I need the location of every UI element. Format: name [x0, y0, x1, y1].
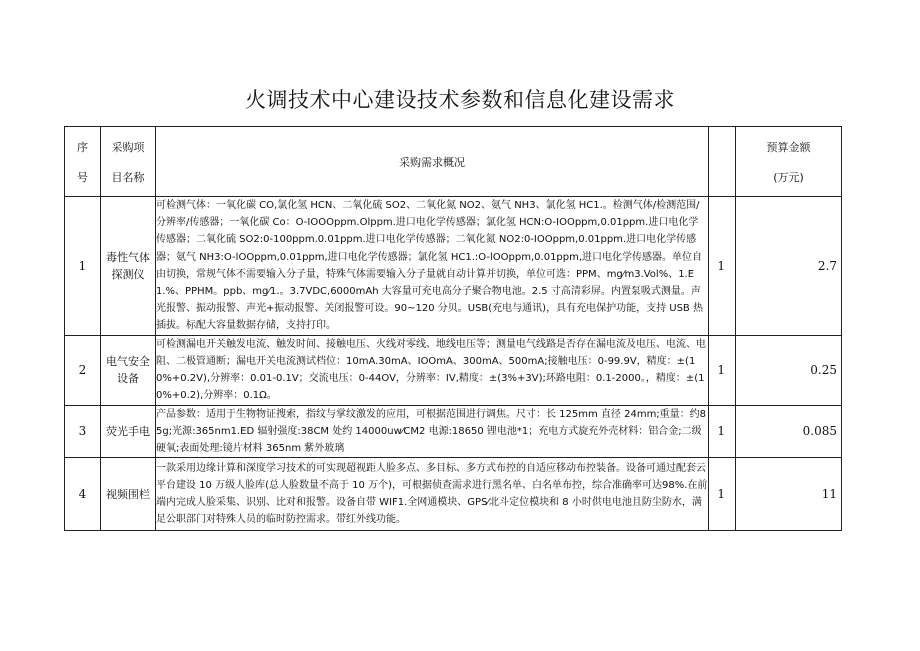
row-item-name: 毒性气体探测仪: [101, 197, 156, 336]
document-title: 火调技术中心建设技术参数和信息化建设需求: [245, 88, 675, 112]
header-seq: [65, 127, 101, 197]
table-row: [65, 197, 842, 336]
row-seq: 1: [65, 197, 101, 336]
row-seq: 4: [65, 458, 101, 531]
row-item-name: 视频围栏: [101, 458, 156, 531]
row-description: 可检测气体：一氧化碳 CO,氯化氢 HCN、二氧化硫 SO2、二氧化氮 NO2、氨气 NH3、氯化氢 HC1.。检测气体/检测范围/分辨率/传感器；一氧化碳 Co：O-IOOOppm.Olppm.进口电化学传感器；氯化氢 HCN:O-IOOppm,0.01ppm.进口电化学传感器；二氧化硫 SO2:0-100ppm.0.01ppm.进口电化学传感器；二氧化氮 NO2:0-IOOppm,0.01ppm.进口电化学传感器；氨气 NH3:O-lOOppm,0.01ppm,进口电化学传感器；氯化氢 HC1.:O-lOOppm,0.01ppm,进口电化学传感器。单位自由切换，常规气体不需要输入分子量，特殊气体需要输入分子量就自动计算并切换，单位可选：PPM、mg⁄m3.Vol%、1.E1.%、PPHM。ppb、mg⁄1.。3.7VDC,6000mAh 大容量可充电高分子聚合物电池。2.5 寸高清彩屏。内置泵吸式测量。声光报警、振动报警、声光+振动报警、关闭报警可设。90~120 分贝。USB(充电与通讯)，具有充电保护功能，支持 USB 热插拔。标配大容量数据存储，支持打印。: [156, 197, 709, 336]
header-seq-bottom: 号: [77, 170, 88, 184]
table-row: [65, 458, 842, 531]
header-budget-top: 预算金额: [766, 140, 811, 154]
table-header-row: [65, 127, 842, 197]
row-quantity: 1: [709, 458, 736, 531]
row-budget-amount: 11: [736, 458, 842, 531]
table-row: [65, 335, 842, 405]
row-description: 可检测漏电开关触发电流、触发时间、接触电压、火线对零线、地线电压等；测量电气线路是否存在漏电流及电压、电流、电阻、二极管通断；漏电开关电流测试档位：10mA.30mA、IOOmA、300mA、500mA;接触电压：0-99.9V，精度：±(10%+0.2V),分辨率：0.01-0.1V；交流电压：0-44OV，分辨率：IV,精度：±(3%+3V);环路电阻：0.1-2000。，精度：±(10%+0.2),分辨率：0.1Ω。: [156, 335, 709, 405]
table-row: [65, 405, 842, 458]
row-budget-amount: 2.7: [736, 197, 842, 336]
header-desc: [156, 127, 709, 197]
row-budget-amount: 0.25: [736, 335, 842, 405]
row-description: 产品参数：适用于生物物证搜索，指纹与掌纹激发的应用，可根据范围进行调焦。尺寸：长 125mm 直径 24mm;重量：约85g;光源:365nm1.ED 辐射强度:38CM 处约 14000uw⁄CM2 电源:18650 锂电池*1；充电方式旋充外壳材料：铝合金;二级硬氧;表面处理:镜片材料 365nm 紫外玻璃: [156, 405, 709, 458]
row-seq: 2: [65, 335, 101, 405]
row-quantity: 1: [709, 335, 736, 405]
row-quantity: 1: [709, 405, 736, 458]
requirements-table: [64, 126, 842, 531]
row-seq: 3: [65, 405, 101, 458]
header-seq-top: 序: [77, 140, 88, 154]
header-item-bottom: 目名称: [111, 170, 145, 184]
header-budget: [736, 127, 842, 197]
header-qty: [709, 127, 736, 197]
row-item-name: 电气安全设备: [101, 335, 156, 405]
row-budget-amount: 0.085: [736, 405, 842, 458]
row-quantity: 1: [709, 197, 736, 336]
row-item-name: 荧光手电: [101, 405, 156, 458]
header-item: [101, 127, 156, 197]
header-item-top: 采购项: [111, 140, 145, 154]
header-budget-bottom: (万元): [773, 170, 804, 184]
header-desc-label: 采购需求概况: [399, 155, 465, 169]
row-description: 一款采用边缘计算和深度学习技术的可实现超视距人脸多点、多目标、多方式布控的自适应移动布控装备。设备可通过配套云平台建设 10 万级人脸库(总人脸数量不高于 10 万个)，可根据侦查需求进行黑名单、白名单布控，综合准确率可达98%.在前端内完成人脸采集、识别、比对和报警。设备自带 WIF1.全网通模块、GPS⁄北斗定位模块和 8 小时供电电池且防尘防水，满足公职部门对特殊人员的临时防控需求。带红外线功能。: [156, 458, 709, 531]
